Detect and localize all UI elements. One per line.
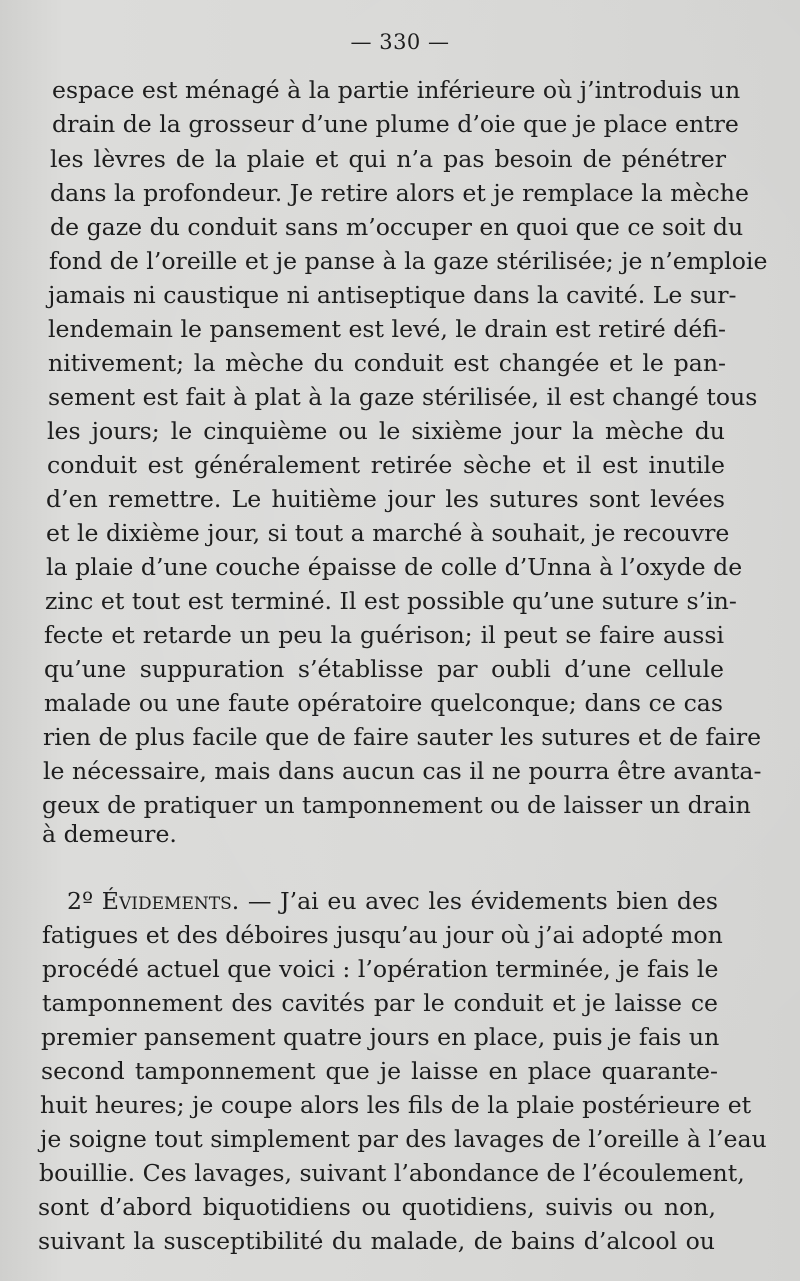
text-line: rien de plus facile que de faire sauter les sutures et de faire — [43, 723, 762, 751]
text-line: lendemain le pansement est levé, le drain est retiré défi- — [48, 315, 726, 343]
text-line: sont d’abord biquotidiens ou quotidiens, suivis ou non, — [38, 1193, 716, 1221]
text-line: tamponnement des cavités par le conduit et je laisse ce — [42, 989, 718, 1017]
text-line: nitivement; la mèche du conduit est changée et le pan- — [48, 349, 726, 377]
text-line: fatigues et des déboires jusqu’au jour où j’ai adopté mon — [42, 921, 723, 949]
text-line: d’en remettre. Le huitième jour les sutures sont levées — [46, 485, 725, 513]
section-heading-line — [67, 886, 718, 916]
text-line: premier pansement quatre jours en place, puis je fais un — [41, 1023, 720, 1051]
text-line: la plaie d’une couche épaisse de colle d’Unna à l’oxyde de — [46, 553, 743, 581]
text-line: bouillie. Ces lavages, suivant l’abondance de l’écoulement, — [39, 1159, 745, 1187]
text-line: second tamponnement que je laisse en place quarante- — [41, 1057, 718, 1085]
text-line: conduit est généralement retirée sèche et il est inutile — [47, 451, 725, 479]
text-line: jamais ni caustique ni antiseptique dans la cavité. Le sur- — [48, 281, 737, 309]
text-line: fond de l’oreille et je panse à la gaze stérilisée; je n’emploie — [49, 247, 768, 275]
text-line: qu’une suppuration s’établisse par oubli d’une cellule — [44, 655, 724, 683]
text-line: les jours; le cinquième ou le sixième jour la mèche du — [47, 417, 725, 445]
text-line: procédé actuel que voici : l’opération terminée, je fais le — [42, 955, 719, 983]
text-line: suivant la susceptibilité du malade, de bains d’alcool ou — [38, 1227, 715, 1255]
text-line: drain de la grosseur d’une plume d’oie que je place entre — [52, 110, 739, 138]
text-line: dans la profondeur. Je retire alors et je remplace la mèche — [50, 179, 749, 207]
text-line: je soigne tout simplement par des lavages de l’oreille à l’eau — [40, 1125, 767, 1153]
text-line: les lèvres de la plaie et qui n’a pas besoin de pénétrer — [50, 145, 726, 173]
section-heading: Évidements. — [101, 887, 240, 915]
page-number: — 330 — — [350, 30, 450, 54]
text-line: espace est ménagé à la partie inférieure où j’introduis un — [52, 76, 741, 104]
text-line: sement est fait à plat à la gaze stérilisée, il est changé tous — [48, 383, 758, 411]
heading-line-text: — J’ai eu avec les évidements bien des — [239, 887, 719, 915]
text-line: fecte et retarde un peu la guérison; il peut se faire aussi — [44, 621, 724, 649]
section-number: 2º — [67, 887, 94, 915]
text-line: et le dixième jour, si tout a marché à souhait, je recouvre — [46, 519, 730, 547]
text-line: à demeure. — [42, 820, 177, 848]
text-line: malade ou une faute opératoire quelconque; dans ce cas — [44, 689, 723, 717]
text-line: zinc et tout est terminé. Il est possible qu’une suture s’in- — [45, 587, 737, 615]
text-line: de gaze du conduit sans m’occuper en quoi que ce soit du — [50, 213, 744, 241]
text-line: geux de pratiquer un tamponnement ou de laisser un drain — [42, 791, 751, 819]
text-line: huit heures; je coupe alors les fils de la plaie postérieure et — [40, 1091, 752, 1119]
text-line: le nécessaire, mais dans aucun cas il ne pourra être avanta- — [43, 757, 762, 785]
